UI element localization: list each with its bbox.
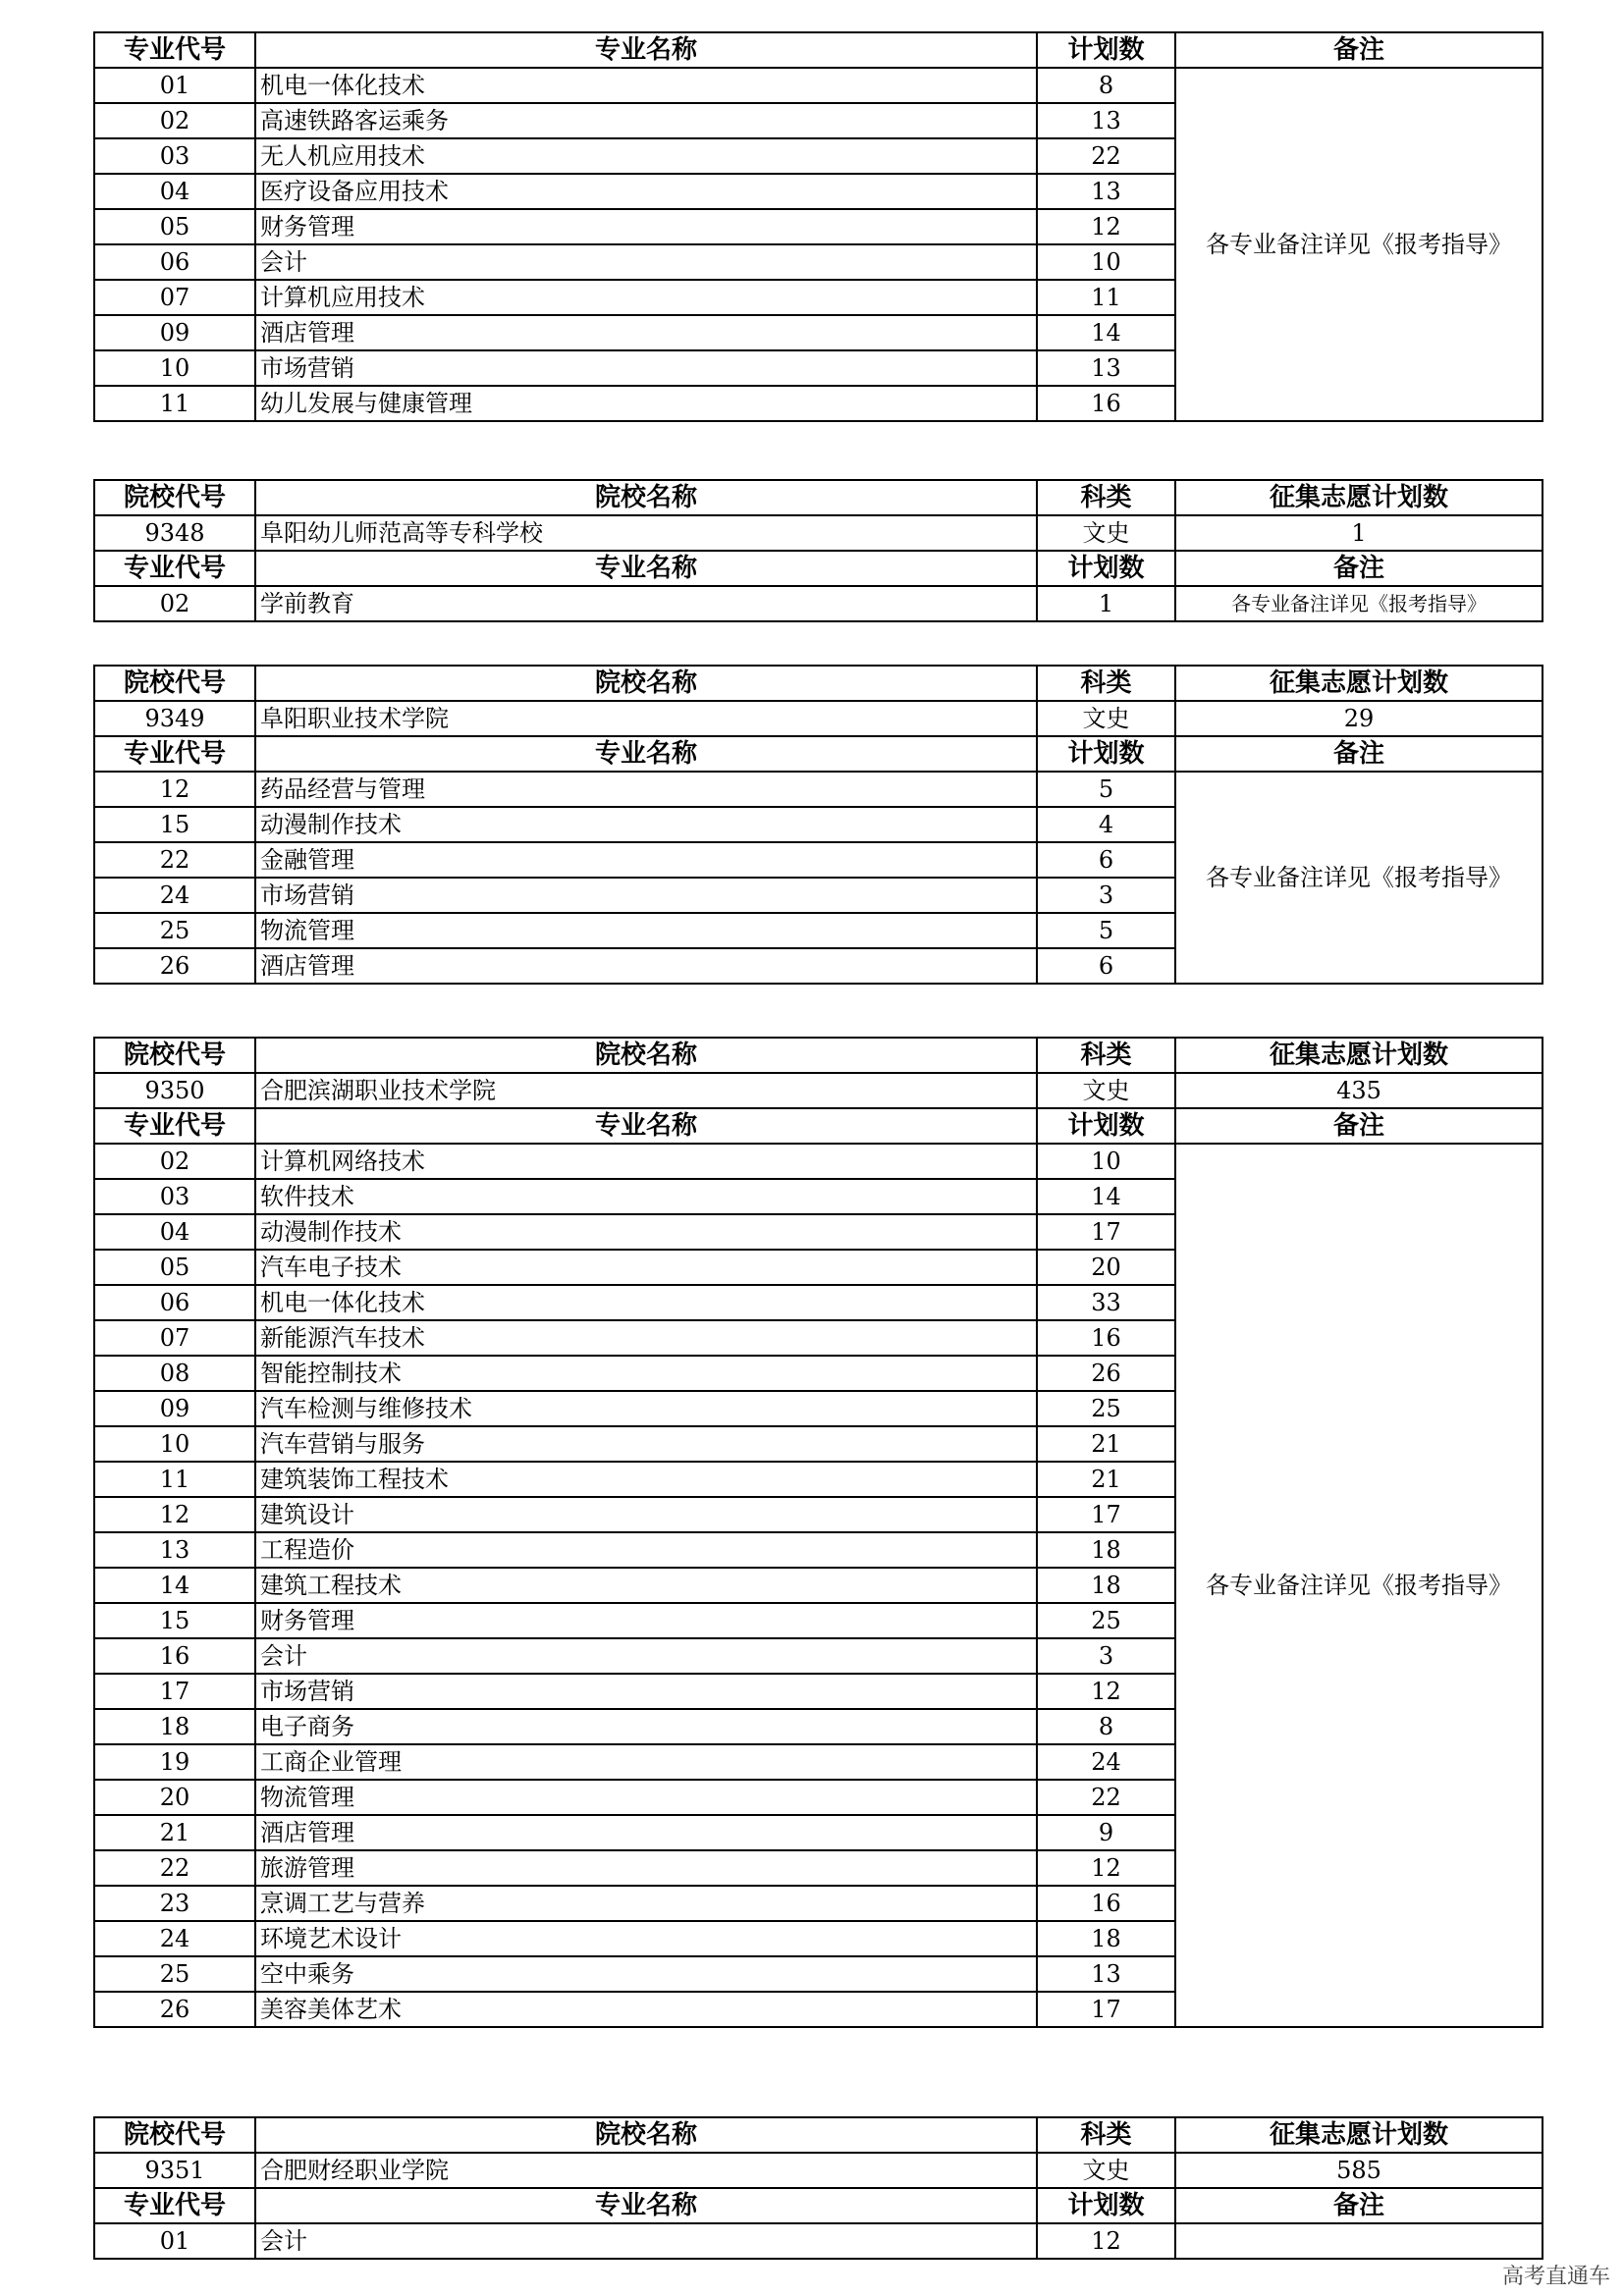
major-name: 酒店管理 (255, 1815, 1037, 1850)
major-name: 动漫制作技术 (255, 807, 1037, 842)
major-plan: 13 (1037, 1956, 1175, 1992)
major-name: 计算机应用技术 (255, 280, 1037, 315)
major-header-row (94, 1108, 1543, 1144)
major-code: 02 (94, 1144, 255, 1179)
major-code: 05 (94, 1250, 255, 1285)
major-code: 02 (94, 103, 255, 138)
school-plan-total: 585 (1175, 2153, 1543, 2188)
major-code: 10 (94, 350, 255, 386)
school-header-row (94, 666, 1543, 701)
major-name: 物流管理 (255, 1780, 1037, 1815)
major-code: 24 (94, 878, 255, 913)
major-name: 建筑工程技术 (255, 1568, 1037, 1603)
school-row (94, 1073, 1543, 1108)
major-name-header: 专业名称 (255, 32, 1037, 68)
major-plan: 21 (1037, 1462, 1175, 1497)
major-plan: 14 (1037, 315, 1175, 350)
major-plan: 11 (1037, 280, 1175, 315)
major-name: 工程造价 (255, 1532, 1037, 1568)
major-plan: 33 (1037, 1285, 1175, 1320)
major-plan: 16 (1037, 1320, 1175, 1356)
major-plan: 16 (1037, 1886, 1175, 1921)
school-name-header: 院校名称 (255, 2117, 1037, 2153)
school-code-header: 院校代号 (94, 1038, 255, 1073)
major-name: 建筑装饰工程技术 (255, 1462, 1037, 1497)
school-header-row (94, 2117, 1543, 2153)
major-name: 新能源汽车技术 (255, 1320, 1037, 1356)
major-code: 15 (94, 1603, 255, 1638)
major-name: 市场营销 (255, 1674, 1037, 1709)
major-name: 酒店管理 (255, 315, 1037, 350)
major-name: 会计 (255, 244, 1037, 280)
admission-plan-table (93, 479, 1543, 622)
major-code: 24 (94, 1921, 255, 1956)
major-code: 01 (94, 2223, 255, 2259)
major-name: 会计 (255, 1638, 1037, 1674)
major-plan: 12 (1037, 2223, 1175, 2259)
major-name: 药品经营与管理 (255, 772, 1037, 807)
major-plan: 26 (1037, 1356, 1175, 1391)
school-code-header: 院校代号 (94, 666, 255, 701)
plan-total-header: 征集志愿计划数 (1175, 2117, 1543, 2153)
major-plan: 18 (1037, 1568, 1175, 1603)
admission-plan-table (93, 31, 1543, 422)
major-name: 学前教育 (255, 586, 1037, 621)
major-code: 09 (94, 1391, 255, 1426)
major-plan: 5 (1037, 913, 1175, 948)
table-row (94, 1144, 1543, 1179)
major-name: 环境艺术设计 (255, 1921, 1037, 1956)
remark-note (1175, 2223, 1543, 2259)
major-plan: 10 (1037, 244, 1175, 280)
major-plan: 14 (1037, 1179, 1175, 1214)
major-plan: 4 (1037, 807, 1175, 842)
major-name: 财务管理 (255, 209, 1037, 244)
school-category: 文史 (1037, 2153, 1175, 2188)
category-header: 科类 (1037, 480, 1175, 515)
school-name: 合肥财经职业学院 (255, 2153, 1037, 2188)
major-name: 无人机应用技术 (255, 138, 1037, 174)
major-plan: 5 (1037, 772, 1175, 807)
major-header-row (94, 736, 1543, 772)
major-name: 医疗设备应用技术 (255, 174, 1037, 209)
major-code: 18 (94, 1709, 255, 1744)
major-code: 21 (94, 1815, 255, 1850)
plan-header: 计划数 (1037, 32, 1175, 68)
major-name: 高速铁路客运乘务 (255, 103, 1037, 138)
major-code: 07 (94, 280, 255, 315)
major-code: 14 (94, 1568, 255, 1603)
major-name: 旅游管理 (255, 1850, 1037, 1886)
major-plan: 6 (1037, 842, 1175, 878)
major-plan: 12 (1037, 1850, 1175, 1886)
major-header-row (94, 2188, 1543, 2223)
major-code: 06 (94, 244, 255, 280)
category-header: 科类 (1037, 2117, 1175, 2153)
major-code: 17 (94, 1674, 255, 1709)
major-plan: 25 (1037, 1603, 1175, 1638)
school-name: 阜阳幼儿师范高等专科学校 (255, 515, 1037, 551)
school-row (94, 701, 1543, 736)
school-category: 文史 (1037, 515, 1175, 551)
category-header: 科类 (1037, 1038, 1175, 1073)
remark-note: 各专业备注详见《报考指导》 (1175, 68, 1543, 421)
category-header: 科类 (1037, 666, 1175, 701)
school-code: 9351 (94, 2153, 255, 2188)
major-plan: 22 (1037, 138, 1175, 174)
major-name: 市场营销 (255, 878, 1037, 913)
major-name: 建筑设计 (255, 1497, 1037, 1532)
remark-note: 各专业备注详见《报考指导》 (1175, 1144, 1543, 2027)
major-code: 23 (94, 1886, 255, 1921)
major-code-header: 专业代号 (94, 551, 255, 586)
school-name: 阜阳职业技术学院 (255, 701, 1037, 736)
major-name: 空中乘务 (255, 1956, 1037, 1992)
major-plan: 12 (1037, 1674, 1175, 1709)
major-name: 机电一体化技术 (255, 68, 1037, 103)
school-header-row (94, 1038, 1543, 1073)
major-name: 烹调工艺与营养 (255, 1886, 1037, 1921)
major-code: 06 (94, 1285, 255, 1320)
major-code-header: 专业代号 (94, 2188, 255, 2223)
major-plan: 22 (1037, 1780, 1175, 1815)
watermark: 高考直通车 (1501, 2265, 1610, 2289)
major-name: 幼儿发展与健康管理 (255, 386, 1037, 421)
school-code: 9348 (94, 515, 255, 551)
major-name: 汽车检测与维修技术 (255, 1391, 1037, 1426)
major-code: 13 (94, 1532, 255, 1568)
major-plan: 10 (1037, 1144, 1175, 1179)
major-code: 20 (94, 1780, 255, 1815)
school-name-header: 院校名称 (255, 666, 1037, 701)
major-code: 08 (94, 1356, 255, 1391)
major-plan: 20 (1037, 1250, 1175, 1285)
major-name: 市场营销 (255, 350, 1037, 386)
major-code: 19 (94, 1744, 255, 1780)
school-code: 9350 (94, 1073, 255, 1108)
major-code: 09 (94, 315, 255, 350)
major-plan: 17 (1037, 1497, 1175, 1532)
major-name: 物流管理 (255, 913, 1037, 948)
major-code: 25 (94, 913, 255, 948)
school-category: 文史 (1037, 701, 1175, 736)
remark-header: 备注 (1175, 736, 1543, 772)
major-plan: 17 (1037, 1214, 1175, 1250)
major-plan: 18 (1037, 1532, 1175, 1568)
major-code: 04 (94, 174, 255, 209)
major-name: 工商企业管理 (255, 1744, 1037, 1780)
school-category: 文史 (1037, 1073, 1175, 1108)
major-plan: 13 (1037, 350, 1175, 386)
table-row (94, 2223, 1543, 2259)
major-code: 26 (94, 1992, 255, 2027)
major-name: 汽车营销与服务 (255, 1426, 1037, 1462)
plan-total-header: 征集志愿计划数 (1175, 666, 1543, 701)
major-code: 11 (94, 386, 255, 421)
school-plan-total: 435 (1175, 1073, 1543, 1108)
major-code: 15 (94, 807, 255, 842)
major-name: 机电一体化技术 (255, 1285, 1037, 1320)
plan-header: 计划数 (1037, 2188, 1175, 2223)
table-row (94, 772, 1543, 807)
major-plan: 3 (1037, 1638, 1175, 1674)
school-name: 合肥滨湖职业技术学院 (255, 1073, 1037, 1108)
major-code: 16 (94, 1638, 255, 1674)
major-code: 04 (94, 1214, 255, 1250)
plan-header: 计划数 (1037, 551, 1175, 586)
plan-header: 计划数 (1037, 1108, 1175, 1144)
major-code-header: 专业代号 (94, 32, 255, 68)
major-header-row (94, 32, 1543, 68)
school-code-header: 院校代号 (94, 2117, 255, 2153)
admission-plan-table (93, 2116, 1543, 2260)
major-plan: 24 (1037, 1744, 1175, 1780)
remark-header: 备注 (1175, 2188, 1543, 2223)
major-name-header: 专业名称 (255, 736, 1037, 772)
major-plan: 16 (1037, 386, 1175, 421)
major-plan: 9 (1037, 1815, 1175, 1850)
major-code-header: 专业代号 (94, 736, 255, 772)
major-plan: 3 (1037, 878, 1175, 913)
admission-plan-table (93, 665, 1543, 985)
major-code: 22 (94, 1850, 255, 1886)
major-code: 07 (94, 1320, 255, 1356)
school-name-header: 院校名称 (255, 1038, 1037, 1073)
major-name: 电子商务 (255, 1709, 1037, 1744)
table-row (94, 68, 1543, 103)
plan-total-header: 征集志愿计划数 (1175, 1038, 1543, 1073)
major-plan: 13 (1037, 103, 1175, 138)
major-code: 22 (94, 842, 255, 878)
major-code: 12 (94, 1497, 255, 1532)
major-code: 10 (94, 1426, 255, 1462)
major-plan: 1 (1037, 586, 1175, 621)
major-code: 03 (94, 138, 255, 174)
major-plan: 17 (1037, 1992, 1175, 2027)
school-plan-total: 1 (1175, 515, 1543, 551)
remark-note: 各专业备注详见《报考指导》 (1175, 586, 1543, 621)
major-name: 智能控制技术 (255, 1356, 1037, 1391)
school-plan-total: 29 (1175, 701, 1543, 736)
plan-header: 计划数 (1037, 736, 1175, 772)
major-plan: 13 (1037, 174, 1175, 209)
major-code-header: 专业代号 (94, 1108, 255, 1144)
school-code: 9349 (94, 701, 255, 736)
major-code: 11 (94, 1462, 255, 1497)
major-name: 动漫制作技术 (255, 1214, 1037, 1250)
table-row (94, 586, 1543, 621)
major-name: 酒店管理 (255, 948, 1037, 984)
major-code: 02 (94, 586, 255, 621)
major-plan: 6 (1037, 948, 1175, 984)
major-plan: 21 (1037, 1426, 1175, 1462)
major-name: 美容美体艺术 (255, 1992, 1037, 2027)
major-name: 财务管理 (255, 1603, 1037, 1638)
major-name-header: 专业名称 (255, 2188, 1037, 2223)
major-header-row (94, 551, 1543, 586)
major-name-header: 专业名称 (255, 1108, 1037, 1144)
major-name-header: 专业名称 (255, 551, 1037, 586)
major-code: 05 (94, 209, 255, 244)
admission-plan-table (93, 1037, 1543, 2028)
major-name: 会计 (255, 2223, 1037, 2259)
remark-header: 备注 (1175, 551, 1543, 586)
remark-header: 备注 (1175, 32, 1543, 68)
remark-note: 各专业备注详见《报考指导》 (1175, 772, 1543, 984)
school-code-header: 院校代号 (94, 480, 255, 515)
school-row (94, 2153, 1543, 2188)
plan-total-header: 征集志愿计划数 (1175, 480, 1543, 515)
major-plan: 8 (1037, 1709, 1175, 1744)
major-name: 计算机网络技术 (255, 1144, 1037, 1179)
major-plan: 25 (1037, 1391, 1175, 1426)
major-name: 汽车电子技术 (255, 1250, 1037, 1285)
major-plan: 8 (1037, 68, 1175, 103)
major-code: 03 (94, 1179, 255, 1214)
school-header-row (94, 480, 1543, 515)
major-code: 01 (94, 68, 255, 103)
major-name: 软件技术 (255, 1179, 1037, 1214)
school-row (94, 515, 1543, 551)
major-code: 26 (94, 948, 255, 984)
remark-header: 备注 (1175, 1108, 1543, 1144)
major-name: 金融管理 (255, 842, 1037, 878)
school-name-header: 院校名称 (255, 480, 1037, 515)
major-code: 25 (94, 1956, 255, 1992)
major-plan: 12 (1037, 209, 1175, 244)
major-plan: 18 (1037, 1921, 1175, 1956)
major-code: 12 (94, 772, 255, 807)
